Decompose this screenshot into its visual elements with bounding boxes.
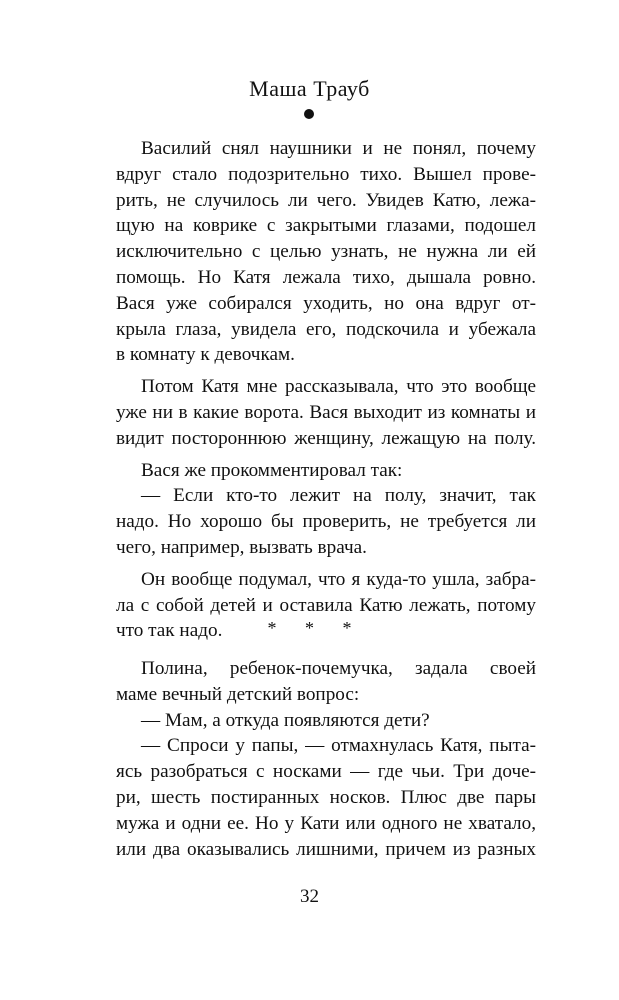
text-line: помощь. Но Катя лежала тихо, дышала ровно. [116,266,536,288]
section-separator: * * * [267,618,364,638]
text-line: вдруг стало подозрительно тихо. Вышел прове- [116,163,536,185]
paragraph [116,656,536,708]
paragraph [116,374,536,451]
page-number: 32 [300,886,319,907]
paragraph [116,733,536,862]
text-line: или два оказывались лишними, причем из разных [116,838,536,860]
text-line: — Спроси у папы, — отмахнулась Катя, пыта- [141,735,536,757]
text-line: Василий снял наушники и не понял, почему [141,138,536,159]
text-line: Потом Катя мне рассказывала, что это вообще [141,376,536,398]
text-line: щую на коврике с закрытыми глазами, подошел [116,215,536,237]
text-line: исключительно с целью узнать, не нужна ли ей [116,241,536,263]
running-head-bullet [304,109,314,119]
paragraph [116,458,536,484]
text-line: крыла глаза, увидела его, подскочила и убежала [116,318,536,340]
text-line: ла с собой детей и оставила Катю лежать, потому [116,594,536,616]
section-1 [116,136,536,644]
text-line: чего, например, вызвать врача. [116,536,367,558]
text-line: — Мам, а откуда появляются дети? [141,709,430,731]
text-line: Он вообще подумал, что я куда-то ушла, забра- [141,568,536,590]
text-line: ри, шесть постиранных носков. Плюс две пары [116,786,536,808]
text-line: видит постороннюю женщину, лежащую на полу. [116,427,536,449]
text-line: мужа и одни ее. Но у Кати или одного не хватало, [116,812,536,834]
text-line: маме вечный детский вопрос: [116,683,360,705]
paragraph [116,483,536,560]
text-line: что так надо. [116,620,223,642]
text-line: уже ни в какие ворота. Вася выходит из комнаты и [116,401,536,423]
section-2 [116,656,536,862]
text-line: Полина, ребенок-почемучка, задала своей [141,658,536,679]
text-line: ясь разобраться с носками — где чьи. Три доче- [116,761,536,783]
text-line: рить, не случилось ли чего. Увидев Катю, лежа- [116,189,536,211]
paragraph [116,136,536,368]
paragraph [116,708,536,734]
text-line: — Если кто-то лежит на полу, значит, так [141,485,536,507]
text-line: Вася же прокомментировал так: [141,459,403,481]
text-line: надо. Но хорошо бы проверить, не требуется ли [116,511,536,533]
text-line: Вася уже собирался уходить, но она вдруг от- [116,292,536,314]
text-line: в комнату к девочкам. [116,344,295,366]
running-head-author: Маша Трауб [249,76,370,101]
